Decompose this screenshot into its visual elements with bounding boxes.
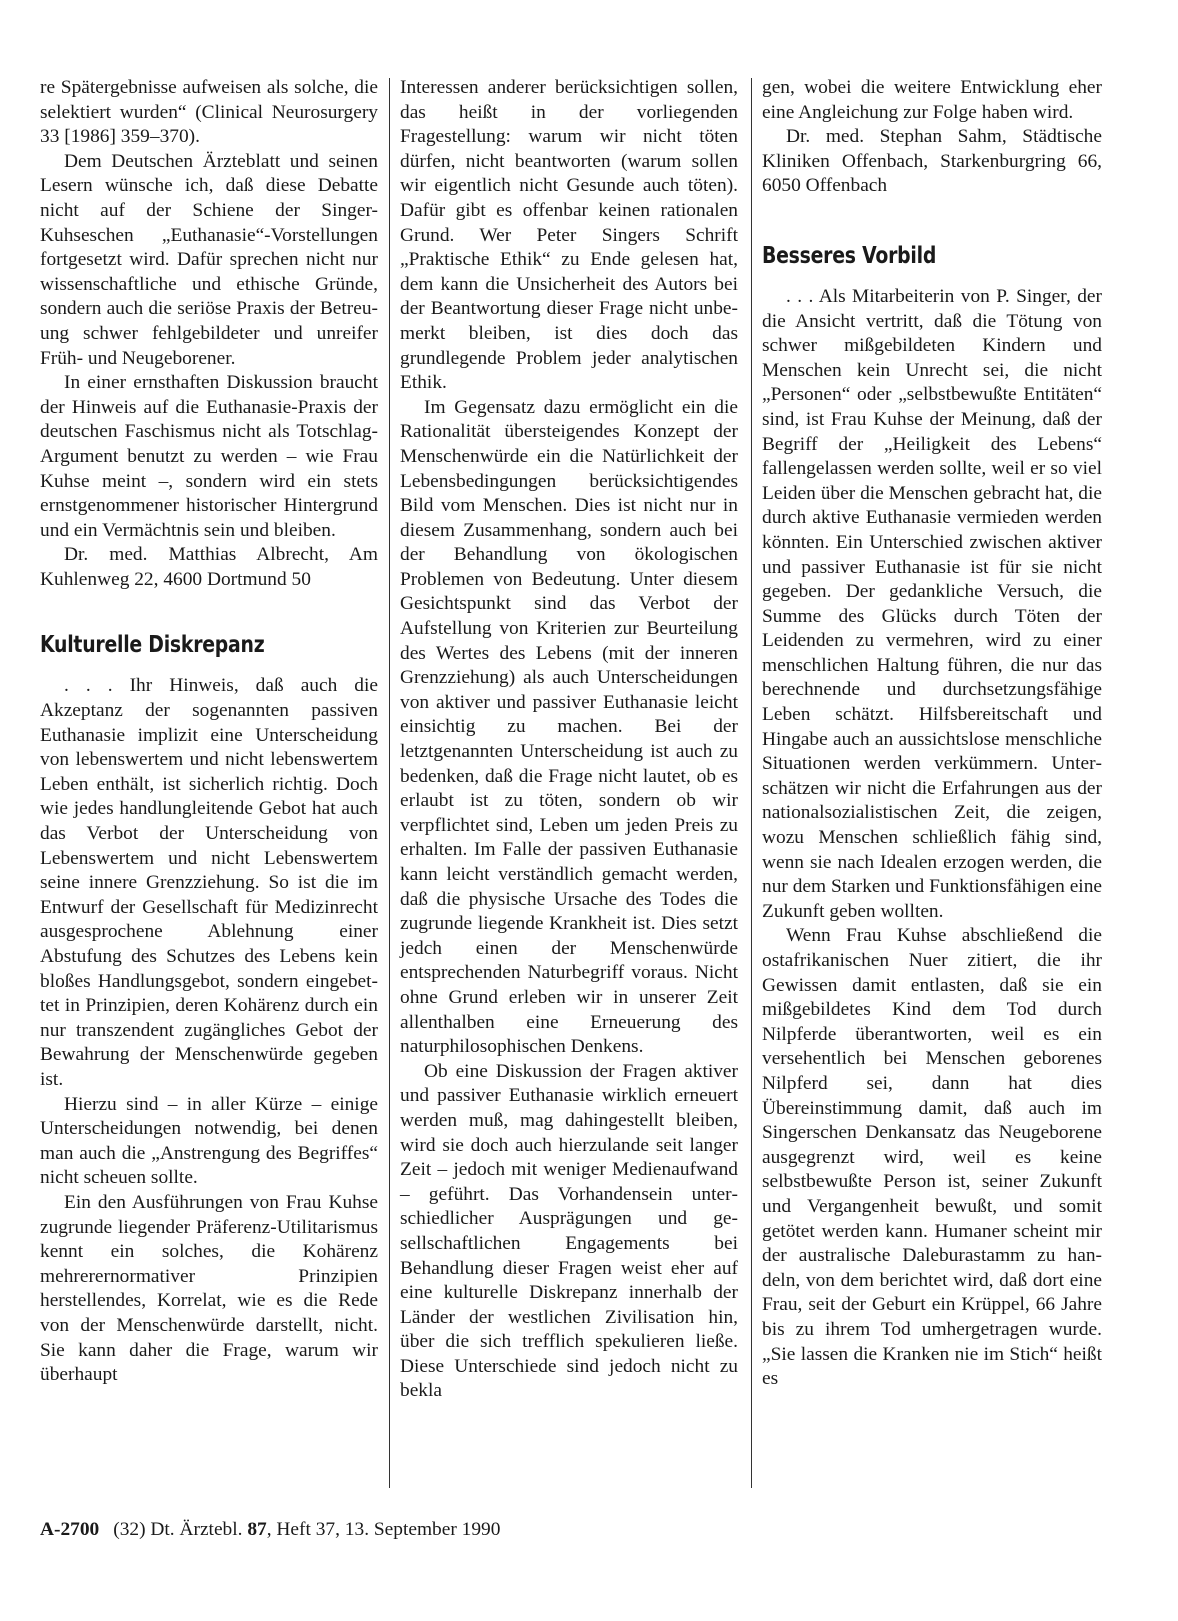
paragraph: Im Gegensatz dazu ermöglicht ein die Rationalität übersteigendes Konzept der Menschenwürde ein die Natürlichkeit der Lebensbedingungen berücksichtigendes Bild vom Menschen. Dies ist nicht nur in diesem Zusammenhang, sondern auch bei der Behandlung von ökologischen Problemen von Bedeutung. Unter diesem Gesichtspunkt sind das Verbot der Aufstellung von Kriterien zur Beurteilung des Wertes des Lebens (mit der inneren Grenzziehung) als auch Unterscheidungen von aktiver und passiver Euthanasie leicht einsichtig zu machen. Bei der letztgenannten Unterscheidung ist auch zu bedenken, daß die Frage nicht lautet, ob es erlaubt ist zu töten, sondern ob wir verpflichtet sind, Leben um jeden Preis zu erhalten. Im Falle der passiven Euthanasie kann leicht verständlich gemacht werden, daß die physische Ursache des Todes die zugrunde liegende Krankheit ist. Dies setzt jedch einen der Menschenwürde entsprechenden Naturbegriff voraus. Nicht ohne Grund erleben wir in unserer Zeit allenthalben eine Erneuerung des naturphilosophischen Denkens. — [400, 396, 738, 1058]
paragraph: In einer ernsthaften Diskussion braucht der Hinweis auf die Euthanasie-Praxis der deutschen Faschismus nicht als Totschlag-Argument benutzt zu werden – wie Frau Kuhse meint –, sondern wird ein stets ernstgenommener historischer Hintergrund und ein Vermächtnis sein und bleiben. — [40, 372, 378, 541]
column-divider — [751, 78, 752, 1488]
letter-signature: Dr. med. Stephan Sahm, Städtische Kliniken Offenbach, Starkenburgring 66, 6050 Offenbach — [762, 126, 1102, 197]
paragraph: Ein den Ausführungen von Frau Kuhse zugrunde liegender Präferenz-Utilitarismus kennt ein solches, die Kohärenz mehrerernormativer Prinzipien herstellendes, Korrelat, wie es die Rede von der Menschenwürde darstellt, nicht. Sie kann daher die Frage, warum wir überhaupt — [40, 1191, 378, 1386]
column-1 — [40, 76, 378, 1388]
journal-volume: 87 — [247, 1519, 267, 1540]
page-number: A-2700 — [40, 1519, 100, 1540]
journal-citation: (32) Dt. Ärztebl. — [113, 1519, 248, 1540]
paragraph: . . . Als Mitarbeiterin von P. Singer, der die Ansicht vertritt, daß die Tötung von schwer mißgebildeten Kindern und Menschen kein Unrecht sei, die nicht „Personen“ oder „selbstbewußte Entitäten“ sind, ist Frau Kuhse der Meinung, daß der Begriff der „Heiligkeit des Lebens“ fallengelassen werden sollte, weil er so viel Leiden über die Menschen gebracht hat, die durch aktive Euthanasie vermieden werden könnten. Ein Unterschied zwischen aktiver und passiver Euthanasie ist für sie nicht gegeben. Der gedankliche Versuch, die Summe des Glücks durch Töten der Leidenden zu vermehren, wird zu einer menschlichen Haltung führen, die nur das berechnende und durchsetzungsfähige Leben schätzt. Hilfsbereitschaft und Hingabe auch an aussichtslose menschliche Situationen werden verkümmern. Unterschätzen wir nicht die Erfahrungen aus der nationalsozialistischen Zeit, die zeigen, wozu Menschen schließlich fähig sind, wenn sie nach Idealen erzogen werden, die nur dem Starken und Funktionsfähigen eine Zukunft geben wollten. — [762, 285, 1102, 922]
paragraph: Interessen anderer berücksichtigen sollen, das heißt in der vorliegenden Fragestellung: warum wir nicht töten dürfen, nicht beantworten (warum sollen wir eigentlich nicht Gesunde auch töten). Dafür gibt es offenbar keinen rationalen Grund. Wer Peter Singers Schrift „Praktische Ethik“ zu Ende gelesen hat, dem kann die Unsicherheit des Autors bei der Beantwortung dieser Frage nicht unbemerkt bleiben, ist dies doch das grundlegende Problem jeder analytischen Ethik. — [400, 77, 738, 394]
journal-issue-date: , Heft 37, 13. September 1990 — [266, 1519, 501, 1540]
paragraph: Dem Deutschen Ärzteblatt und seinen Lesern wünsche ich, daß diese Debatte nicht auf der Schiene der Singer-Kuhseschen „Euthanasie“-Vorstellungen fortgesetzt wird. Dafür sprechen nicht nur wissenschaftliche und ethische Gründe, sondern auch die seriöse Praxis der Betreuung schwer fehlgebildeter und unreifer Früh- und Neugeborener. — [40, 150, 378, 369]
section-heading: Kulturelle Diskrepanz — [40, 632, 265, 659]
paragraph: re Spätergebnisse aufweisen als solche, die selektiert wurden“ (Clinical Neurosurgery 33 [1986] 359–370). — [40, 77, 378, 148]
paragraph: Wenn Frau Kuhse abschließend die ostafrikanischen Nuer zitiert, die ihr Gewissen damit entlasten, daß sie ein mißgebildetes Kind dem Tod durch Nilpferde überantworten, weil es ein versehentlich bei Menschen geborenes Nilpferd sei, dann hat dies Übereinstimmung damit, daß auch im Singerschen Denkansatz das Neugeborene ausgegrenzt wird, weil es keine selbstbewußte Person ist, seiner Zukunft und Vergangenheit bewußt, und somit getötet werden kann. Humaner scheint mir der australische Daleburastamm zu handeln, von dem berichtet wird, daß dort eine Frau, seit der Geburt ein Krüppel, 66 Jahre bis zu ihrem Tod umhergetragen wurde. „Sie lassen die Kranken nie im Stich“ heißt es — [762, 925, 1102, 1390]
column-2 — [400, 76, 738, 1404]
page-footer — [40, 1519, 500, 1541]
paragraph: Hierzu sind – in aller Kürze – einige Unterscheidungen notwendig, bei denen man auch die „Anstrengung des Begriffes“ nicht scheuen sollte. — [40, 1093, 378, 1189]
paragraph: . . . Ihr Hinweis, daß auch die Akzeptanz der sogenannten passiven Euthanasie implizit eine Unterscheidung von lebenswertem und nicht lebenswertem Leben enthält, ist sicherlich richtig. Doch wie jedes handlungleitende Gebot hat auch das Verbot der Unterscheidung von Lebenswertem und nicht Lebenswertem seine innere Grenzziehung. So ist die im Entwurf der Gesellschaft für Medizinrecht ausgesprochene Ablehnung einer Abstufung des Schutzes des Lebens kein bloßes Handlungsgebot, sondern eingebettet in Prinzipien, deren Kohärenz durch ein nur transzendent zugängliches Gebot der Bewahrung der Menschenwürde gegeben ist. — [40, 675, 378, 1090]
column-divider — [389, 78, 390, 1488]
paragraph: Ob eine Diskussion der Fragen aktiver und passiver Euthanasie wirklich erneuert werden muß, mag dahingestellt bleiben, wird sie doch auch hierzulande seit langer Zeit – jedoch mit weniger Medienaufwand – geführt. Das Vorhandensein unterschiedlicher Ausprägungen und gesellschaftlichen Engagements bei Behandlung dieser Fragen weist eher auf eine kulturelle Diskrepanz innerhalb der Länder der westlichen Zivilisation hin, über die sich trefflich spekulieren ließe. Diese Unterschiede sind jedoch nicht zu bekla — [400, 1060, 738, 1402]
section-heading: Besseres Vorbild — [762, 242, 937, 269]
paragraph: gen, wobei die weitere Entwicklung eher eine Angleichung zur Folge haben wird. — [762, 77, 1102, 123]
column-3 — [762, 76, 1102, 1392]
letter-signature: Dr. med. Matthias Albrecht, Am Kuhlenweg 22, 4600 Dortmund 50 — [40, 544, 378, 590]
